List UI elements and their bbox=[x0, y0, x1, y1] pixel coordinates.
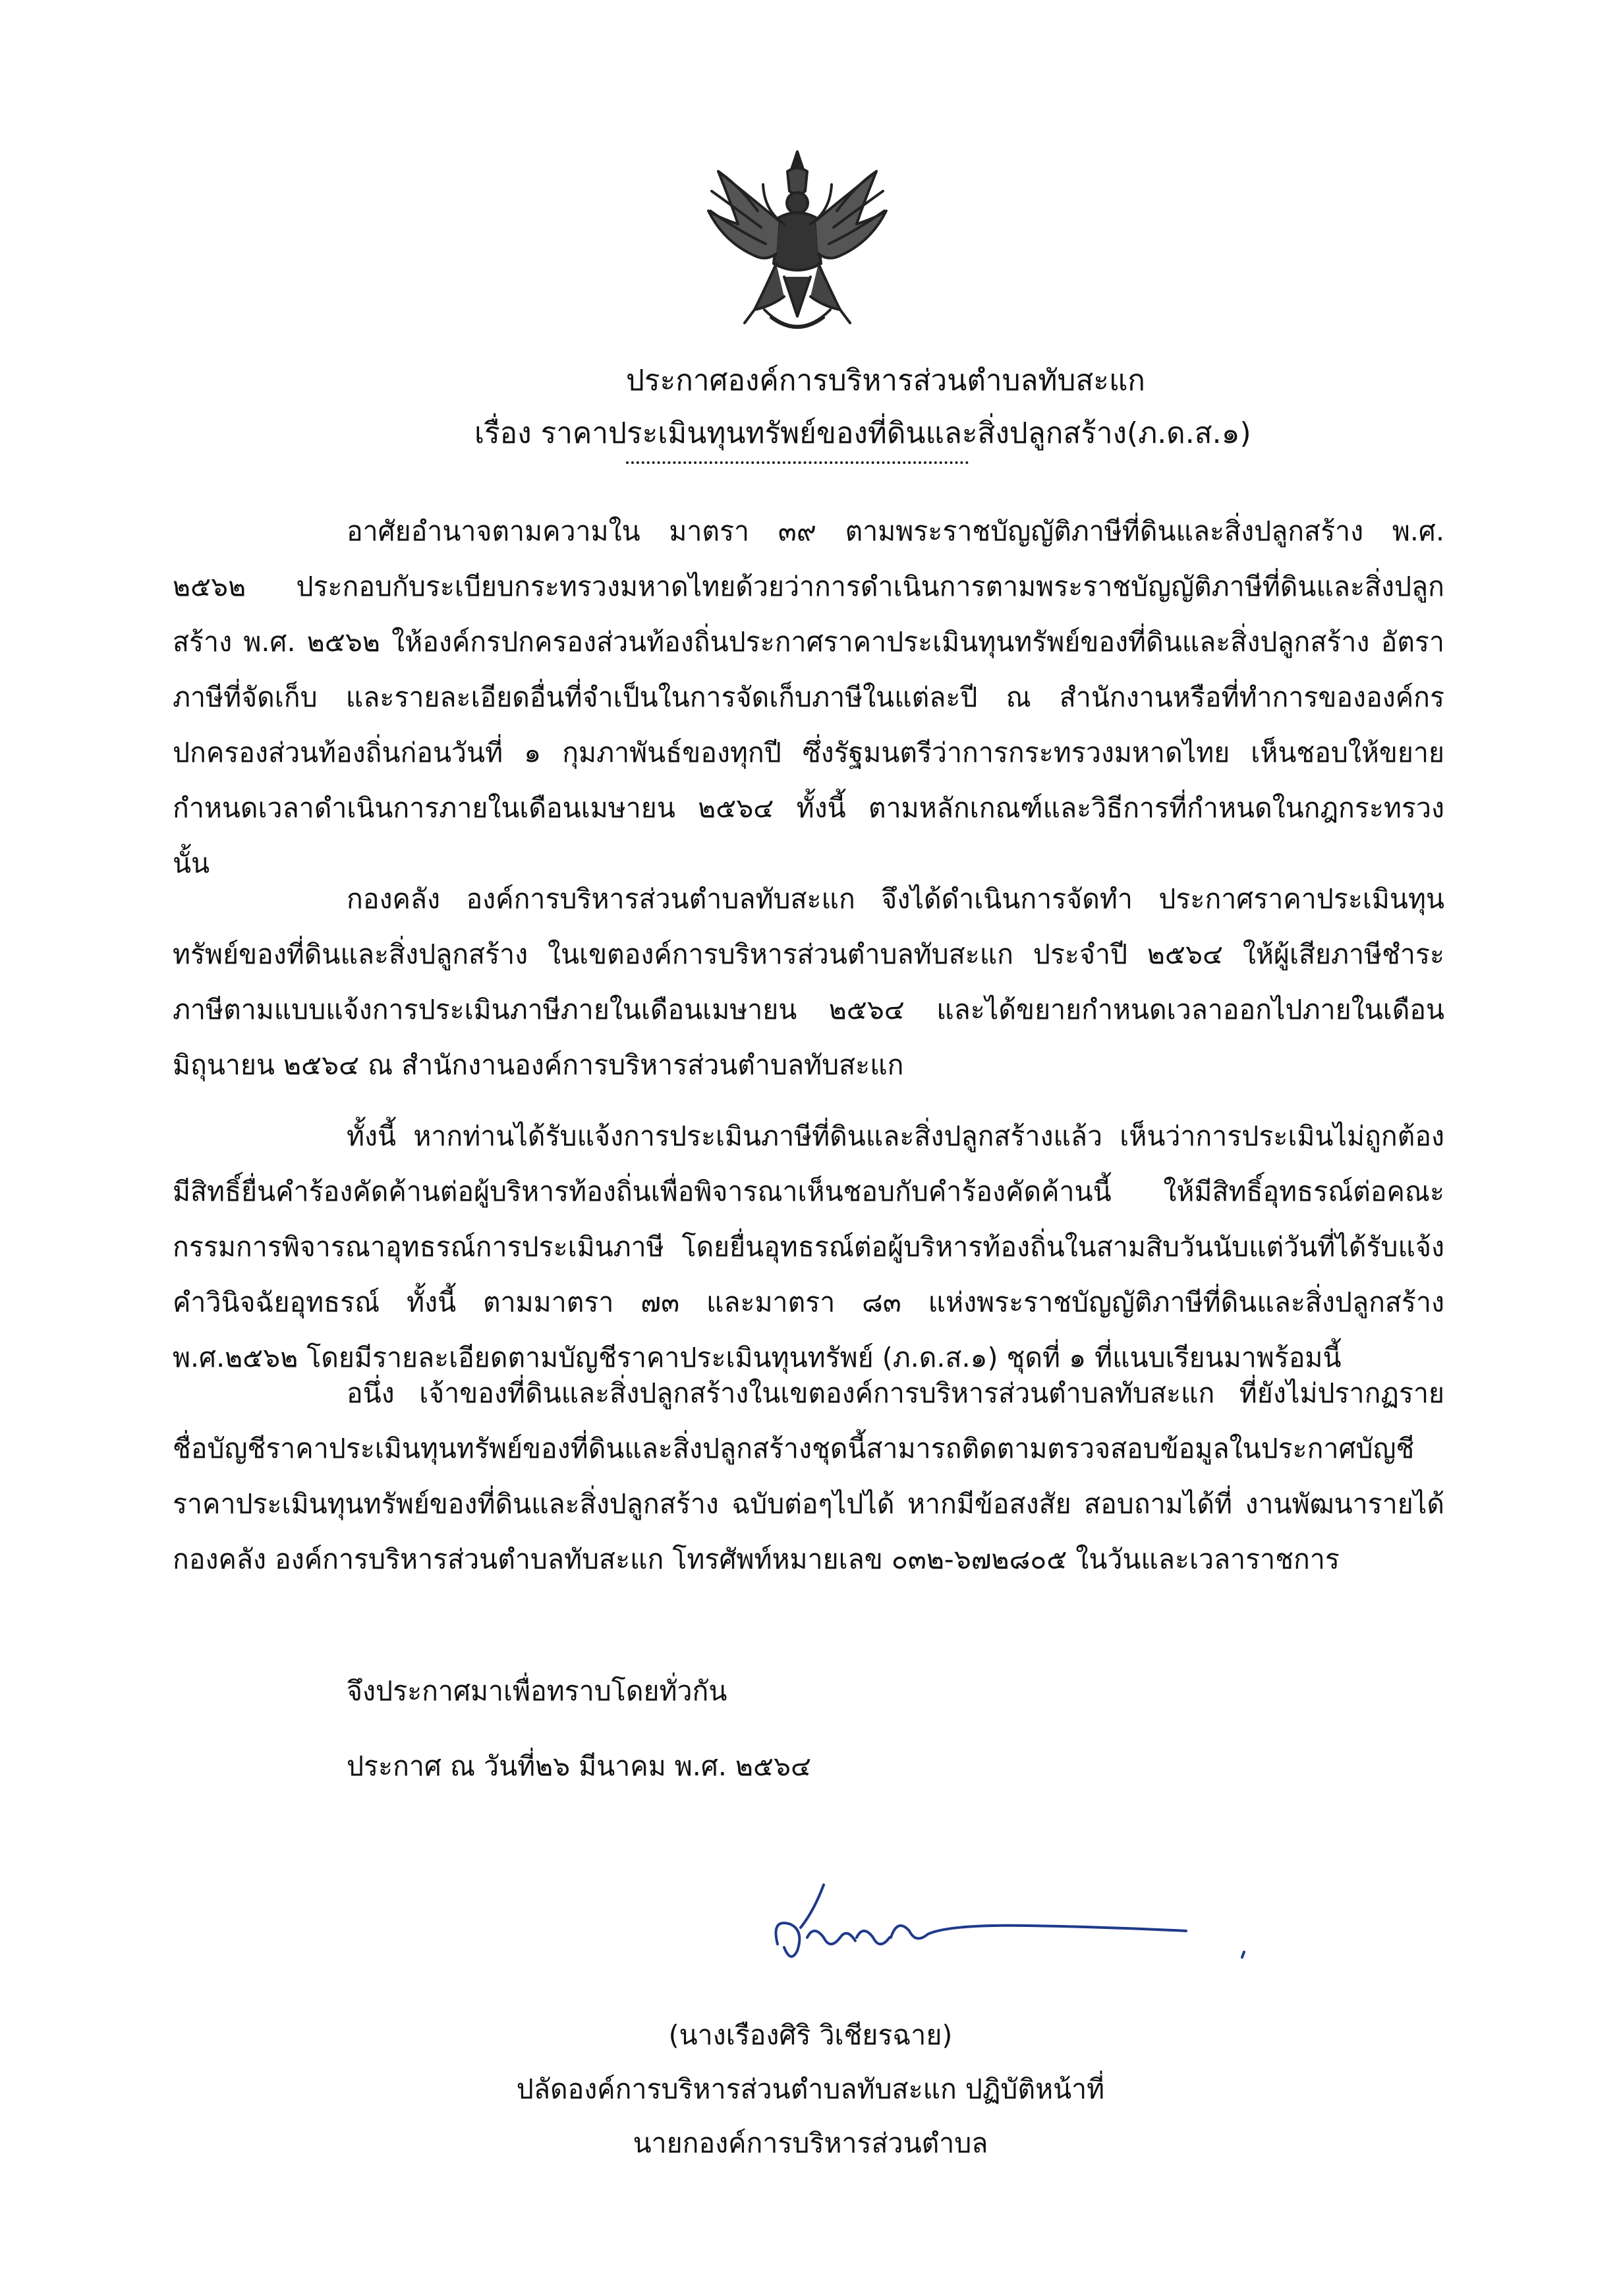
announcement-title: ประกาศองค์การบริหารส่วนตำบลทับสะแก bbox=[626, 364, 1145, 397]
body-paragraph-2: กองคลัง องค์การบริหารส่วนตำบลทับสะแก จึงได้ดำเนินการจัดทำ ประกาศราคาประเมินทุนทรัพย์ของที่ดินและสิ่งปลูกสร้าง ในเขตองค์การบริหารส่วนตำบลทับสะแก ประจำปี ๒๕๖๔ ให้ผู้เสียภาษีชำระภาษีตามแบบแจ้งการประเมินภาษีภายในเดือนเมษายน ๒๕๖๔ และได้ขยายกำหนดเวลาออกไปภายในเดือนมิถุนายน ๒๕๖๔ ณ สำนักงานองค์การบริหารส่วนตำบลทับสะแก bbox=[173, 883, 1444, 1081]
signatory-position-acting: นายกองค์การบริหารส่วนตำบล bbox=[633, 2127, 988, 2159]
handwritten-signature bbox=[751, 1872, 1265, 1990]
announcement-date: ประกาศ ณ วันที่๒๖ มีนาคม พ.ศ. ๒๕๖๔ bbox=[347, 1750, 812, 1782]
body-paragraph-1: อาศัยอำนาจตามความใน มาตรา ๓๙ ตามพระราชบัญญัติภาษีที่ดินและสิ่งปลูกสร้าง พ.ศ. ๒๕๖๒ ประกอบกับระเบียบกระทรวงมหาดไทยด้วยว่าการดำเนินการตามพระราชบัญญัติภาษีที่ดินและสิ่งปลูกสร้าง พ.ศ. ๒๕๖๒ ให้องค์กรปกครองส่วนท้องถิ่นประกาศราคาประเมินทุนทรัพย์ของที่ดินและสิ่งปลูกสร้าง อัตราภาษีที่จัดเก็บ และรายละเอียดอื่นที่จำเป็นในการจัดเก็บภาษีในแต่ละปี ณ สำนักงานหรือที่ทำการขององค์กรปกครองส่วนท้องถิ่นก่อนวันที่ ๑ กุมภาพันธ์ของทุกปี ซึ่งรัฐมนตรีว่าการกระทรวงมหาดไทย เห็นชอบให้ขยายกำหนดเวลาดำเนินการภายในเดือนเมษายน ๒๕๖๔ ทั้งนี้ ตามหลักเกณฑ์และวิธีการที่กำหนดในกฎกระทรวง นั้น bbox=[173, 515, 1444, 879]
garuda-emblem-icon bbox=[692, 145, 903, 343]
signatory-name: (นางเรืองศิริ วิเชียรฉาย) bbox=[668, 2019, 953, 2051]
announcement-subject: เรื่อง ราคาประเมินทุนทรัพย์ของที่ดินและสิ่งปลูกสร้าง(ภ.ด.ส.๑) bbox=[474, 416, 1251, 450]
closing-statement: จึงประกาศมาเพื่อทราบโดยทั่วกัน bbox=[347, 1675, 727, 1707]
body-paragraph-3: ทั้งนี้ หากท่านได้รับแจ้งการประเมินภาษีที่ดินและสิ่งปลูกสร้างแล้ว เห็นว่าการประเมินไม่ถูกต้อง มีสิทธิ์ยื่นคำร้องคัดค้านต่อผู้บริหารท้องถิ่นเพื่อพิจารณาเห็นชอบกับคำร้องคัดค้านนี้ ให้มีสิทธิ์อุทธรณ์ต่อคณะกรรมการพิจารณาอุทธรณ์การประเมินภาษี โดยยื่นอุทธรณ์ต่อผู้บริหารท้องถิ่นในสามสิบวันนับแต่วันที่ได้รับแจ้งคำวินิจฉัยอุทธรณ์ ทั้งนี้ ตามมาตรา ๗๓ และมาตรา ๘๓ แห่งพระราชบัญญัติภาษีที่ดินและสิ่งปลูกสร้าง พ.ศ.๒๕๖๒ โดยมีรายละเอียดตามบัญชีราคาประเมินทุนทรัพย์ (ภ.ด.ส.๑) ชุดที่ ๑ ที่แนบเรียนมาพร้อมนี้ bbox=[173, 1120, 1444, 1373]
dotted-separator bbox=[626, 461, 969, 464]
body-paragraph-4: อนึ่ง เจ้าของที่ดินและสิ่งปลูกสร้างในเขตองค์การบริหารส่วนตำบลทับสะแก ที่ยังไม่ปรากฏรายชื่อบัญชีราคาประเมินทุนทรัพย์ของที่ดินและสิ่งปลูกสร้างชุดนี้สามารถติดตามตรวจสอบข้อมูลในประกาศบัญชีราคาประเมินทุนทรัพย์ของที่ดินและสิ่งปลูกสร้าง ฉบับต่อๆไปได้ หากมีข้อสงสัย สอบถามได้ที่ งานพัฒนารายได้ กองคลัง องค์การบริหารส่วนตำบลทับสะแก โทรศัพท์หมายเลข ๐๓๒-๖๗๒๘๐๕ ในวันและเวลาราชการ bbox=[173, 1377, 1444, 1575]
signatory-position: ปลัดองค์การบริหารส่วนตำบลทับสะแก ปฏิบัติหน้าที่ bbox=[516, 2073, 1105, 2105]
